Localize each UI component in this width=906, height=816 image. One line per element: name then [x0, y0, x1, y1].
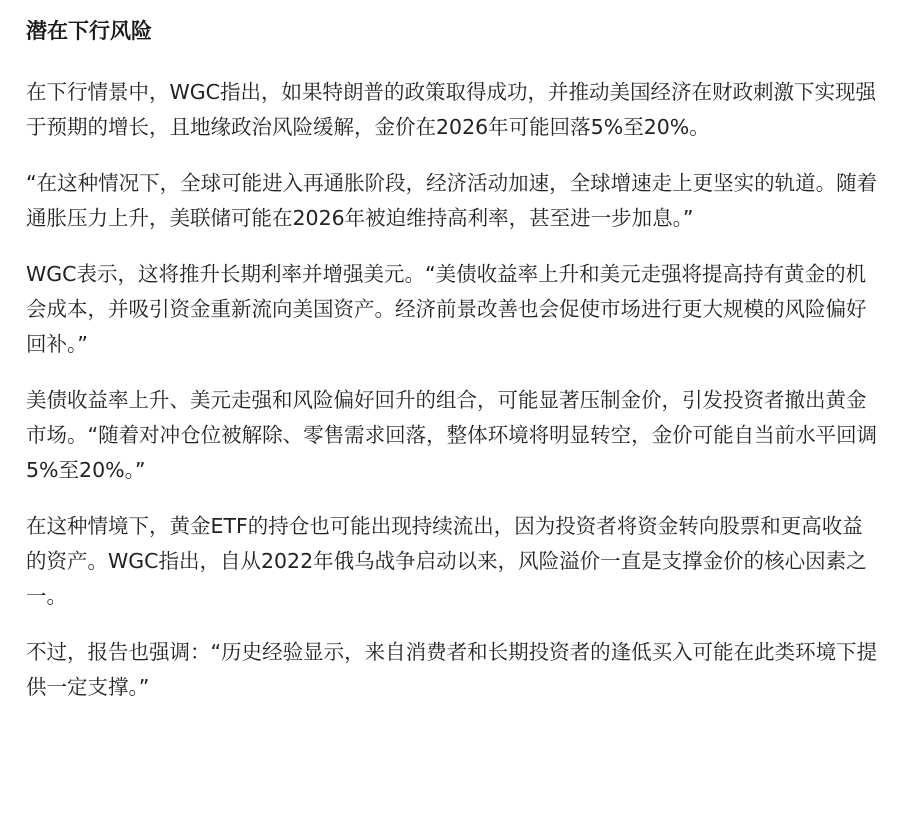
paragraph-downside-scenario: 在下行情景中，WGC指出，如果特朗普的政策取得成功，并推动美国经济在财政刺激下实现强于预期的增长，且地缘政治风险缓解，金价在2026年可能回落5%至20%。	[26, 80, 876, 139]
paragraph-dip-buying-support: 不过，报告也强调：“历史经验显示，来自消费者和长期投资者的逢低买入可能在此类环境下提供一定支撑。”	[26, 640, 878, 699]
paragraph-reflation-quote: “在这种情况下，全球可能进入再通胀阶段，经济活动加速，全球增速走上更坚实的轨道。随着通胀压力上升，美联储可能在2026年被迫维持高利率，甚至进一步加息。”	[26, 171, 878, 230]
paragraph-etf-outflows: 在这种情境下，黄金ETF的持仓也可能出现持续流出，因为投资者将资金转向股票和更高收益的资产。WGC指出，自从2022年俄乌战争启动以来，风险溢价一直是支撑金价的核心因素之一。	[26, 514, 867, 608]
paragraph-gold-pressure: 美债收益率上升、美元走强和风险偏好回升的组合，可能显著压制金价，引发投资者撤出黄金市场。“随着对冲仓位被解除、零售需求回落，整体环境将明显转空，金价可能自当前水平回调5%至20%。”	[26, 388, 878, 482]
article-body	[26, 14, 878, 705]
section-heading: 潜在下行风险	[26, 19, 152, 43]
paragraph-wgc-rates-dollar: WGC表示，这将推升长期利率并增强美元。“美债收益率上升和美元走强将提高持有黄金的机会成本，并吸引资金重新流向美国资产。经济前景改善也会促使市场进行更大规模的风险偏好回补。”	[26, 262, 867, 356]
